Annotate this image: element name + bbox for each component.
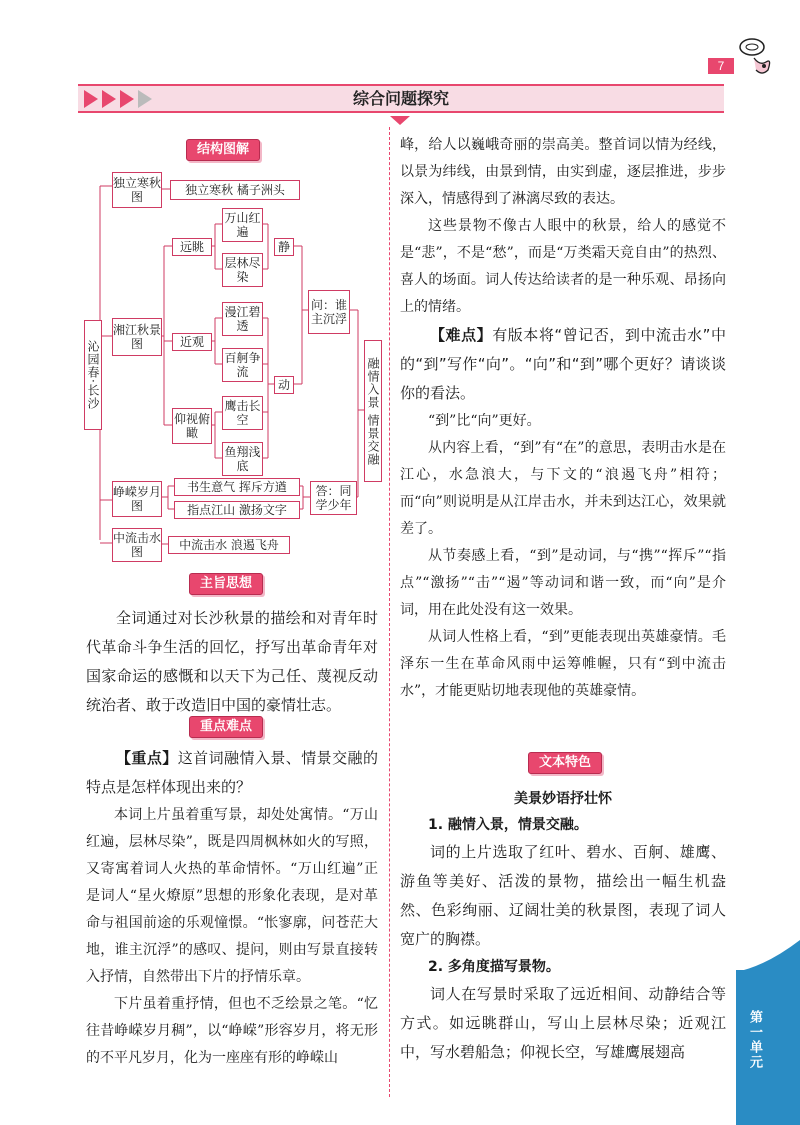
node-xiangjiang: 湘江秋景图 [112,318,162,356]
answer-1: “到”比“向”更好。 [428,413,541,429]
difficulty-question [400,321,726,408]
diagram-root-node: 沁园春·长沙 [84,320,102,430]
unit-label: 第一单元 [747,1010,762,1070]
node-da: 答：同学少年 [310,481,357,515]
node-dong: 动 [274,376,294,394]
badge-theme: 主旨思想 [189,573,263,595]
left-column [86,604,378,720]
difficulty-label: 【难点】 [430,326,493,344]
node-jintiao: 近观 [172,333,212,351]
answer-3: 从节奏感上看，“到”是动词，与“携”“挥斥”“指点”“激扬”“击”“遏”等动词和谐一致，而“向”是介词，用在此处没有这一效果。 [400,548,726,618]
features-title: 美景妙语抒壮怀 [514,791,612,807]
page-title: 综合问题探究 [352,89,449,108]
page-number: 7 [708,58,734,74]
feature-2-heading: 2. 多角度描写景物。 [428,959,560,975]
feature-2-text: 词人在写景时采取了远近相间、动静结合等方式。如远眺群山，写山上层林尽染；近观江中，写水碧船急；仰视长空，写雄鹰展翅高 [400,985,726,1061]
node-wanshan: 万山红遍 [222,208,263,242]
right-p2: 这些景物不像古人眼中的秋景，给人的感觉不是“悲”，不是“愁”，而是“万类霜天竞自由”的热烈、喜人的场面。词人传达给读者的是一种乐观、昂扬向上的情绪。 [400,218,726,315]
node-yuxiang: 鱼翔浅底 [222,442,263,476]
key-label: 【重点】 [116,749,178,767]
badge-key-points: 重点难点 [189,716,263,738]
features-section [400,786,726,1067]
key-points-section [86,744,378,1072]
node-shusheng: 书生意气 挥斥方遒 [174,478,300,496]
right-p1: 峰，给人以巍峨奇丽的崇高美。整首词以情为经线，以景为纬线，由景到情，由实到虚，逐层推进，步步深入，情感得到了淋漓尽致的表达。 [400,137,726,207]
node-jing: 静 [274,238,294,256]
difficulty-question-text: 有版本将“曾记否，到中流击水”中的“到”写作“向”。“向”和“到”哪个更好？请谈谈你的看法。 [400,326,726,402]
node-cenglin: 层林尽染 [222,253,263,287]
key-answer-p1: 本词上片虽着重写景，却处处寓情。“万山红遍，层林尽染”，既是四周枫林如火的写照，又寄寓着词人火热的革命情怀。“万山红遍”正是词人“星火燎原”思想的形象化表现，是对革命与祖国前途的乐观憧憬。“怅寥廓，问苍茫大地，谁主沉浮”的感叹、提问，则由写景直接转入抒情，自然带出下片的抒情乐章。 [86,807,378,985]
right-column [400,132,726,705]
node-zhongliu-detail: 中流击水 浪遏飞舟 [168,536,290,554]
answer-4: 从词人性格上看，“到”更能表现出英雄豪情。毛泽东一生在革命风雨中运筹帷幄，只有“到中流击水”，才能更贴切地表现他的英雄豪情。 [400,629,726,699]
node-duli: 独立寒秋图 [112,172,162,208]
node-ronghe: 融情入景 情景交融 [364,340,382,482]
node-yuantiao: 远眺 [172,238,212,256]
node-manjiang: 漫江碧透 [222,302,263,336]
node-zhidian: 指点江山 激扬文字 [174,501,300,519]
node-yingji: 鹰击长空 [222,396,263,430]
feature-1-heading: 1. 融情入景，情景交融。 [428,817,588,833]
key-question-text: 这首词融情入景、情景交融的特点是怎样体现出来的？ [86,749,378,796]
node-duli-detail: 独立寒秋 橘子洲头 [170,180,300,200]
badge-features: 文本特色 [528,752,602,774]
node-baige: 百舸争流 [222,348,263,382]
node-yangshi: 仰视俯瞰 [172,408,212,444]
key-question [86,744,378,802]
answer-2: 从内容上看，“到”有“在”的意思，表明击水是在江心，水急浪大，与下文的“浪遏飞舟”相符；而“向”则说明是从江岸击水，并未到达江心，效果就差了。 [400,440,726,537]
node-zhongliu: 中流击水图 [112,528,162,562]
key-answer-p2: 下片虽着重抒情，但也不乏绘景之笔。“忆往昔峥嵘岁月稠”，以“峥嵘”形容岁月，将无形的不平凡岁月，化为一座座有形的峥嵘山 [86,996,378,1066]
theme-text: 全词通过对长沙秋景的描绘和对青年时代革命斗争生活的回忆，抒写出革命青年对国家命运的感慨和以天下为己任、蔑视反动统治者、敢于改造旧中国的豪情壮志。 [86,609,378,714]
node-wen: 问：谁主沉浮 [308,290,350,334]
badge-structure: 结构图解 [186,139,260,161]
node-zhengrong: 峥嵘岁月图 [112,481,162,517]
feature-1-text: 词的上片选取了红叶、碧水、百舸、雄鹰、游鱼等美好、活泼的景物，描绘出一幅生机盎然、色彩绚丽、辽阔壮美的秋景图，表现了词人宽广的胸襟。 [400,843,726,948]
